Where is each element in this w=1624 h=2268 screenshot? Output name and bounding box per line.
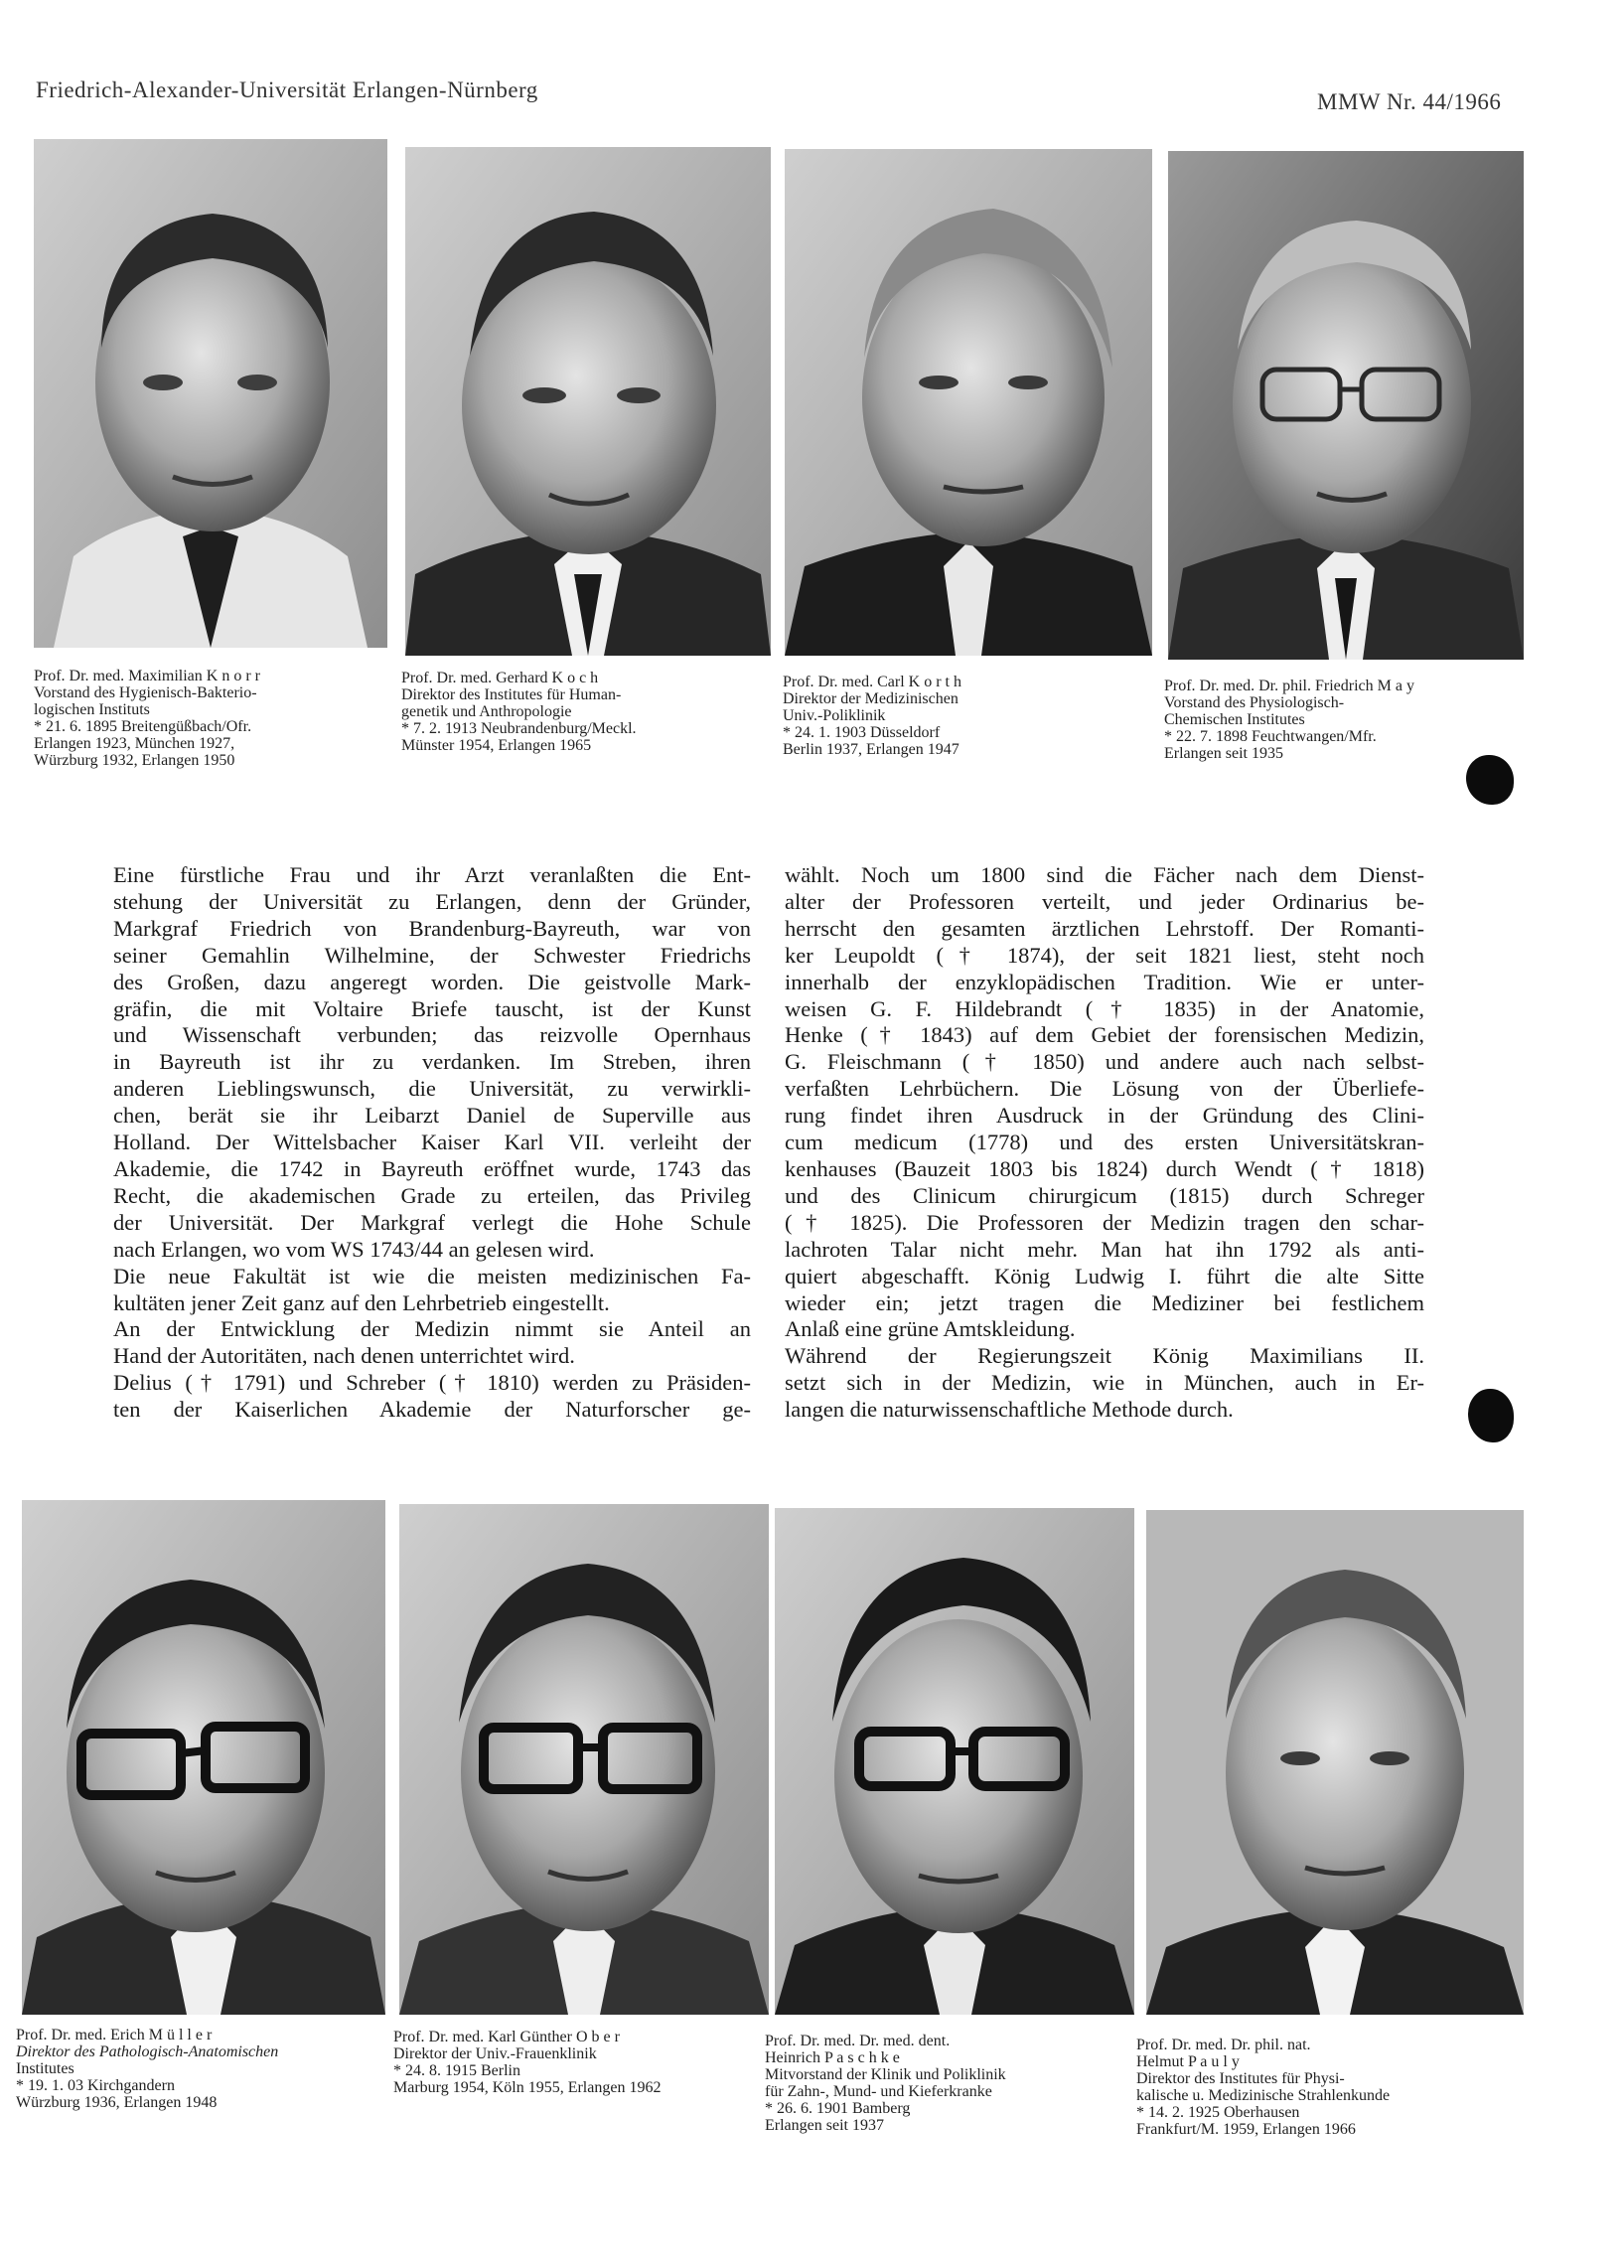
running-header-left: Friedrich-Alexander-Universität Erlangen-Nürnberg bbox=[36, 77, 538, 102]
caption-pauly: Prof. Dr. med. Dr. phil. nat. Helmut P a u l y Direktor des Institutes für Physi- kalische u. Medizinische Strahlenkunde * 14. 2. 1925 Oberhausen Frankfurt/M. 1959, Erlangen 1966 bbox=[1136, 2037, 1391, 2138]
caption-may: Prof. Dr. med. Dr. phil. Friedrich M a y Vorstand des Physiologisch- Chemischen Institutes * 22. 7. 1898 Feuchtwangen/Mfr. Erlangen seit 1935 bbox=[1164, 678, 1414, 762]
portrait-mueller bbox=[22, 1500, 385, 2015]
portrait-koch bbox=[405, 147, 771, 656]
caption-korth: Prof. Dr. med. Carl K o r t h Direktor der Medizinischen Univ.-Poliklinik * 24. 1. 1903 Düsseldorf Berlin 1937, Erlangen 1947 bbox=[783, 674, 961, 758]
caption-ober: Prof. Dr. med. Karl Günther O b e r Direktor der Univ.-Frauenklinik * 24. 8. 1915 Berlin Marburg 1954, Köln 1955, Erlangen 1962 bbox=[393, 2029, 662, 2096]
portrait-korth bbox=[785, 149, 1152, 656]
portrait-ober bbox=[399, 1504, 769, 2015]
ink-blot-middle bbox=[1468, 1389, 1514, 1442]
portrait-may bbox=[1168, 151, 1524, 660]
caption-mueller: Prof. Dr. med. Erich M ü l l e r Direktor des Pathologisch-Anatomischen Institutes * 19. 1. 03 Kirchgandern Würzburg 1936, Erlangen 1948 bbox=[16, 2027, 279, 2111]
portrait-pauly bbox=[1146, 1510, 1524, 2015]
body-text-right-column: wählt. Noch um 1800 sind die Fächer nach dem Dienst- alter der Professoren verteilt, und jeder Ordinarius be- herrscht den gesamten ärztlichen Lehrstoff. Der Romanti- ker Leupoldt († 1874), der seit 1821 liest, steht noch innerhalb der enzyklopädischen Tradition. Wie er unter- weisen G. F. Hildebrandt († 1835) in der Anatomie, Henke († 1843) auf dem Gebiet der forensischen Medizin, G. Fleischmann († 1850) und andere auch nach selbst- verfaßten Lehrbüchern. Die Lösung von der Überliefe- rung findet ihren Ausdruck in der Gründung des Clini- cum medicum (1778) und des ersten Universitätskran- kenhauses (Bauzeit 1803 bis 1824) durch Wendt († 1818) und des Clinicum chirurgicum (1815) durch Schreger († 1825). Die Professoren der Medizin tragen den schar- lachroten Talar nicht mehr. Man hat ihn 1792 als anti- quiert abgeschafft. König Ludwig I. führt die alte Sitte wieder ein; jetzt tragen die Mediziner bei festlichem Anlaß eine grüne Amtskleidung. Während der Regierungszeit König Maximilians II. setzt sich in der Medizin, wie in München, auch in Er- langen die naturwissenschaftliche Methode durch. bbox=[785, 862, 1424, 1423]
portrait-knorr bbox=[34, 139, 387, 648]
portrait-paschke bbox=[775, 1508, 1134, 2015]
caption-koch: Prof. Dr. med. Gerhard K o c h Direktor des Institutes für Human- genetik und Anthropologie * 7. 2. 1913 Neubrandenburg/Meckl. Münster 1954, Erlangen 1965 bbox=[401, 670, 637, 754]
running-header-right: MMW Nr. 44/1966 bbox=[1317, 89, 1502, 114]
caption-knorr: Prof. Dr. med. Maximilian K n o r r Vorstand des Hygienisch-Bakterio- logischen Instituts * 21. 6. 1895 Breitengüßbach/Ofr. Erlangen 1923, München 1927, Würzburg 1932, Erlangen 1950 bbox=[34, 668, 260, 769]
caption-paschke: Prof. Dr. med. Dr. med. dent. Heinrich P a s c h k e Mitvorstand der Klinik und Poliklinik für Zahn-, Mund- und Kieferkranke * 26. 6. 1901 Bamberg Erlangen seit 1937 bbox=[765, 2033, 1006, 2134]
body-text-left-column: Eine fürstliche Frau und ihr Arzt veranlaßten die Ent- stehung der Universität zu Erlangen, denn der Gründer, Markgraf Friedrich von Brandenburg-Bayreuth, war von seiner Gemahlin Wilhelmine, der Schwester Friedrichs des Großen, dazu angeregt worden. Die geistvolle Mark- gräfin, die mit Voltaire Briefe tauscht, ist der Kunst und Wissenschaft verbunden; das reizvolle Opernhaus in Bayreuth ist ihr zu verdanken. Im Streben, ihren anderen Lieblingswunsch, die Universität, zu verwirkli- chen, berät sie ihr Leibarzt Daniel de Superville aus Holland. Der Wittelsbacher Kaiser Karl VII. verleiht der Akademie, die 1742 in Bayreuth eröffnet wurde, 1743 das Recht, die akademischen Grade zu erteilen, das Privileg der Universität. Der Markgraf verlegt die Hohe Schule nach Erlangen, wo vom WS 1743/44 an gelesen wird. Die neue Fakultät ist wie die meisten medizinischen Fa- kultäten jener Zeit ganz auf den Lehrbetrieb eingestellt. An der Entwicklung der Medizin nimmt sie Anteil an Hand der Autoritäten, nach denen unterrichtet wird. Delius († 1791) und Schreber († 1810) werden zu Präsiden- ten der Kaiserlichen Akademie der Naturforscher ge- bbox=[113, 862, 751, 1423]
ink-blot-top bbox=[1466, 755, 1514, 805]
